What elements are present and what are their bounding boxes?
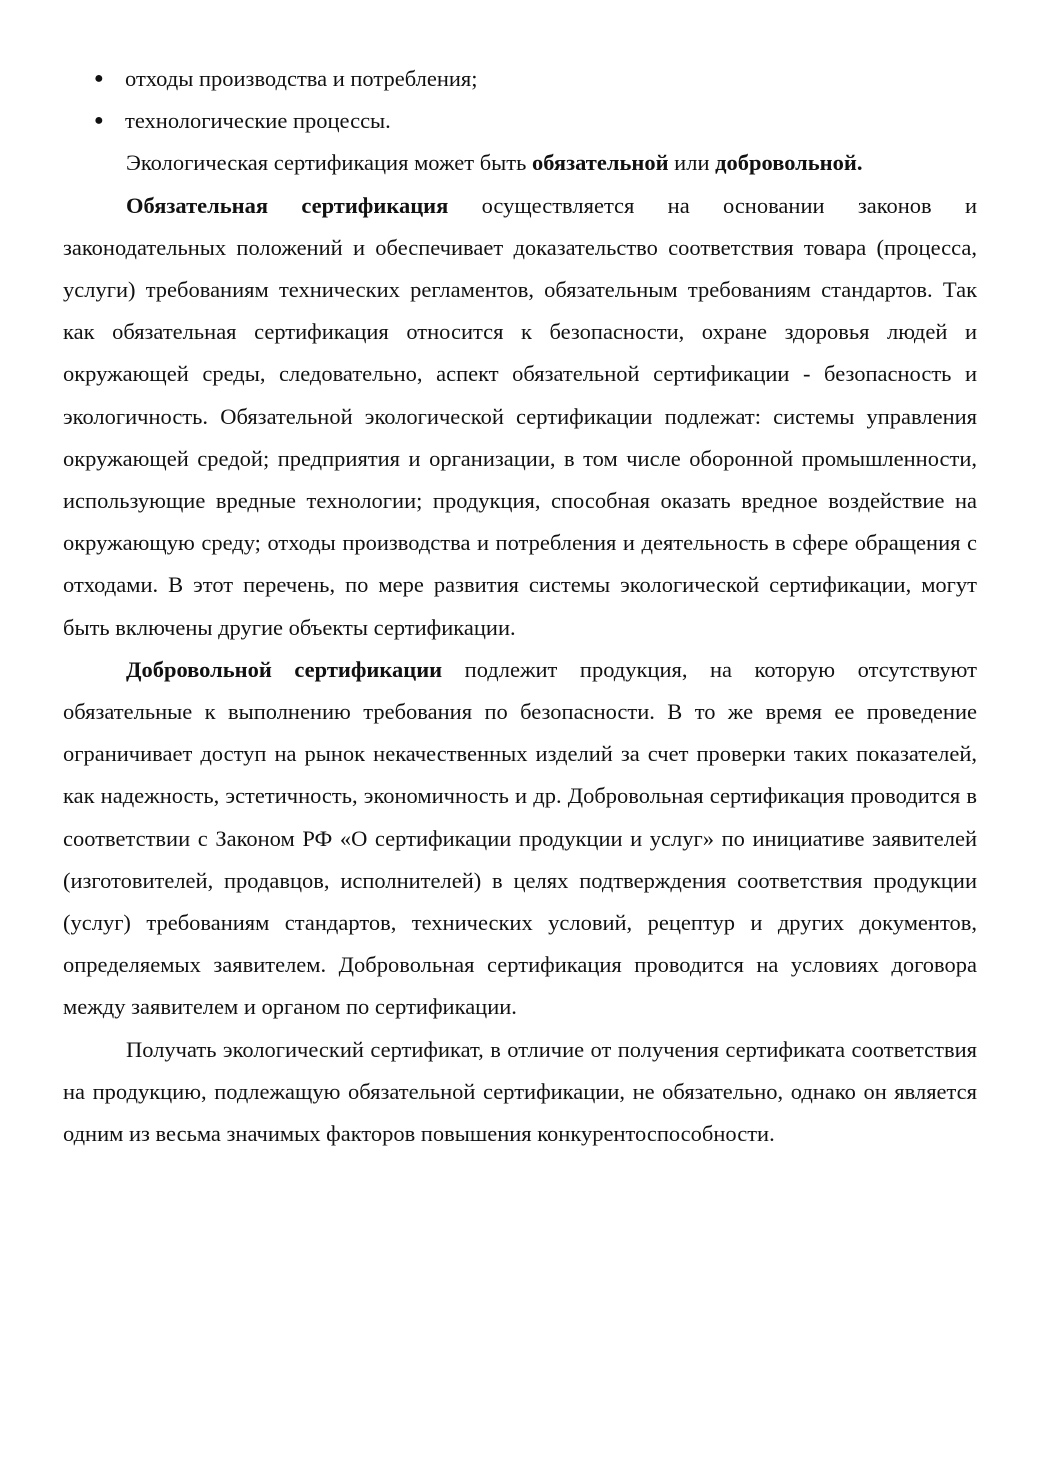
mandatory-paragraph	[63, 185, 977, 649]
list-item	[63, 58, 977, 100]
intro-text-before: Экологическая сертификация может быть	[126, 150, 532, 176]
voluntary-text: подлежит продукция, на которую отсутствуют обязательные к выполнению требования по безопасности. В то же время ее проведение ограничивает доступ на рынок некачественных изделий за счет проверки таких показателей, как надежность, эстетичность, экономичность и др. Добровольная сертификация проводится в соответствии с Законом РФ «О сертификации продукции и услуг» по инициативе заявителей (изготовителей, продавцов, исполнителей) в целях подтверждения соответствия продукции (услуг) требованиям стандартов, технических условий, рецептур и других документов, определяемых заявителем. Добровольная сертификация проводится на условиях договора между заявителем и органом по сертификации.	[63, 656, 977, 1020]
bullet-icon: ●	[94, 112, 104, 130]
bullet-icon: ●	[94, 70, 104, 87]
voluntary-term: Добровольной сертификации	[126, 656, 443, 682]
mandatory-text: осуществляется на основании законов и законодательных положений и обеспечивает доказательство соответствия товара (процесса, услуги) требованиям технических регламентов, обязательным требованиям стандартов. Так как обязательная сертификация относится к безопасности, охране здоровья людей и окружающей среды, следовательно, аспект обязательной сертификации - безопасность и экологичность. Обязательной экологической сертификации подлежат: системы управления окружающей средой; предприятия и организации, в том числе оборонной промышленности, использующие вредные технологии; продукция, способная оказать вредное воздействие на окружающую среду; отходы производства и потребления и деятельность в сфере обращения с отходами. В этот перечень, по мере развития системы экологической сертификации, могут быть включены другие объекты сертификации.	[63, 192, 977, 640]
bullet-list	[63, 58, 977, 142]
bullet-text: отходы производства и потребления;	[125, 66, 478, 91]
list-item	[63, 100, 977, 142]
intro-text-middle: или	[668, 150, 716, 176]
voluntary-paragraph	[63, 649, 977, 1029]
closing-paragraph: Получать экологический сертификат, в отличие от получения сертификата соответствия на продукцию, подлежащую обязательной сертификации, не обязательно, однако он является одним из весьма значимых факторов повышения конкурентоспособности.	[63, 1036, 977, 1147]
intro-bold-mandatory: обязательной	[531, 150, 669, 176]
mandatory-term: Обязательная сертификация	[126, 192, 449, 218]
intro-bold-voluntary: добровольной.	[715, 150, 863, 176]
bullet-text: технологические процессы.	[125, 108, 391, 134]
intro-paragraph	[63, 142, 977, 184]
